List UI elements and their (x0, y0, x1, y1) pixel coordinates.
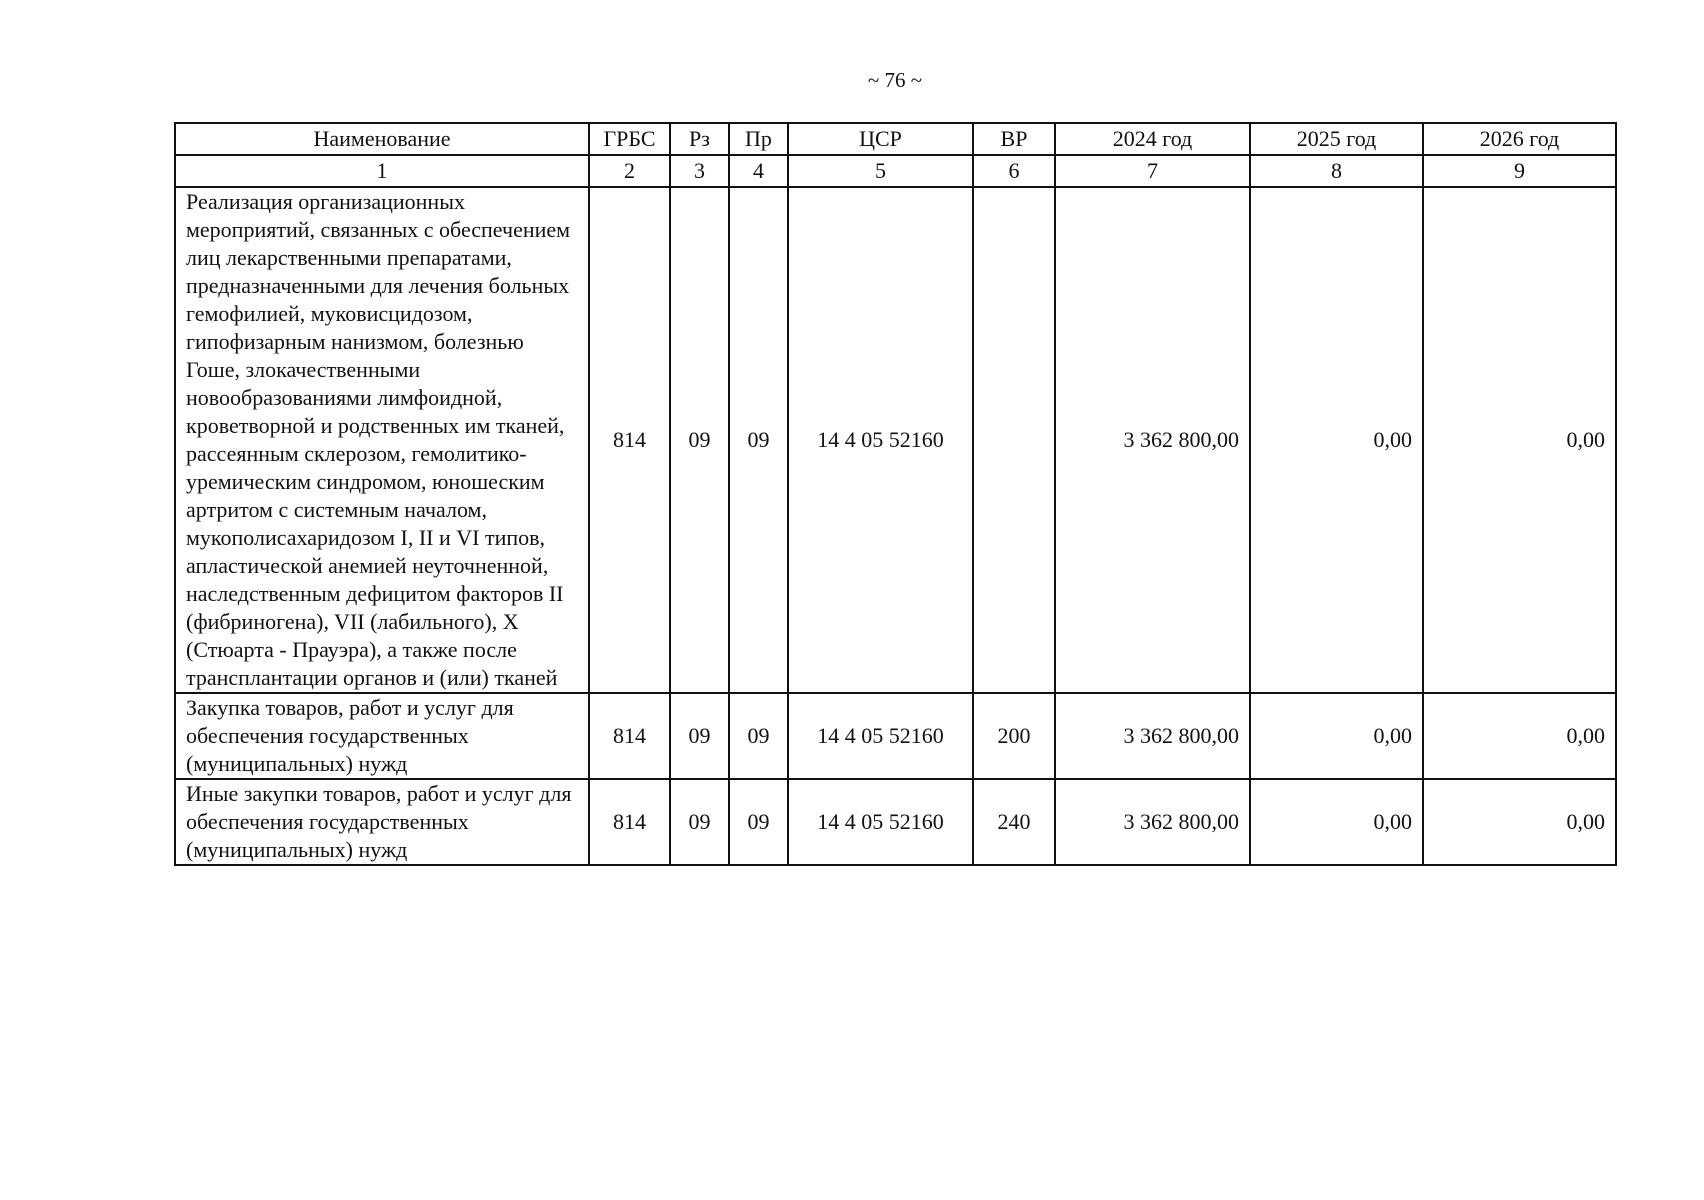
row-name: Иные закупки товаров, работ и услуг для обеспечения государственных (муниципальных) нужд (175, 779, 589, 865)
row-grbs: 814 (589, 187, 670, 693)
row-grbs: 814 (589, 693, 670, 779)
col-header-2026: 2026 год (1423, 123, 1616, 155)
row-2025: 0,00 (1250, 693, 1423, 779)
col-number: 5 (788, 155, 973, 187)
col-number: 1 (175, 155, 589, 187)
col-number: 2 (589, 155, 670, 187)
header-row (175, 123, 1616, 155)
table-row (175, 187, 1616, 693)
row-pr: 09 (729, 693, 788, 779)
row-2025: 0,00 (1250, 779, 1423, 865)
row-2026: 0,00 (1423, 187, 1616, 693)
row-csr: 14 4 05 52160 (788, 779, 973, 865)
table-row (175, 779, 1616, 865)
col-number: 8 (1250, 155, 1423, 187)
col-number: 4 (729, 155, 788, 187)
row-rz: 09 (670, 187, 729, 693)
row-vr: 240 (973, 779, 1055, 865)
row-2024: 3 362 800,00 (1055, 779, 1250, 865)
col-header-csr: ЦСР (788, 123, 973, 155)
col-header-2025: 2025 год (1250, 123, 1423, 155)
col-header-pr: Пр (729, 123, 788, 155)
row-grbs: 814 (589, 779, 670, 865)
row-pr: 09 (729, 187, 788, 693)
row-rz: 09 (670, 779, 729, 865)
col-header-name: Наименование (175, 123, 589, 155)
column-number-row (175, 155, 1616, 187)
page-number: ~ 76 ~ (867, 68, 923, 92)
row-2026: 0,00 (1423, 693, 1616, 779)
row-vr: 200 (973, 693, 1055, 779)
row-csr: 14 4 05 52160 (788, 693, 973, 779)
row-2026: 0,00 (1423, 779, 1616, 865)
row-2024: 3 362 800,00 (1055, 187, 1250, 693)
col-number: 3 (670, 155, 729, 187)
row-2025: 0,00 (1250, 187, 1423, 693)
col-number: 7 (1055, 155, 1250, 187)
row-rz: 09 (670, 693, 729, 779)
col-header-vr: ВР (973, 123, 1055, 155)
row-pr: 09 (729, 779, 788, 865)
row-name: Закупка товаров, работ и услуг для обеспечения государственных (муниципальных) нужд (175, 693, 589, 779)
row-csr: 14 4 05 52160 (788, 187, 973, 693)
col-header-rz: Рз (670, 123, 729, 155)
col-header-2024: 2024 год (1055, 123, 1250, 155)
row-name: Реализация организационных мероприятий, связанных с обеспечением лиц лекарственными препаратами, предназначенными для лечения больных гемофилией, муковисцидозом, гипофизарным нанизмом, болезнью Гоше, злокачественными новообразованиями лимфоидной, кроветворной и родственных им тканей, рассеянным склерозом, гемолитико-уремическим синдромом, юношеским артритом с системным началом, мукополисахаридозом I, II и VI типов, апластической анемией неуточненной, наследственным дефицитом факторов II (фибриногена), VII (лабильного), X (Стюарта - Прауэра), а также после трансплантации органов и (или) тканей (175, 187, 589, 693)
col-number: 6 (973, 155, 1055, 187)
table-row (175, 693, 1616, 779)
row-2024: 3 362 800,00 (1055, 693, 1250, 779)
row-vr (973, 187, 1055, 693)
col-header-grbs: ГРБС (589, 123, 670, 155)
budget-table (174, 122, 1617, 866)
col-number: 9 (1423, 155, 1616, 187)
